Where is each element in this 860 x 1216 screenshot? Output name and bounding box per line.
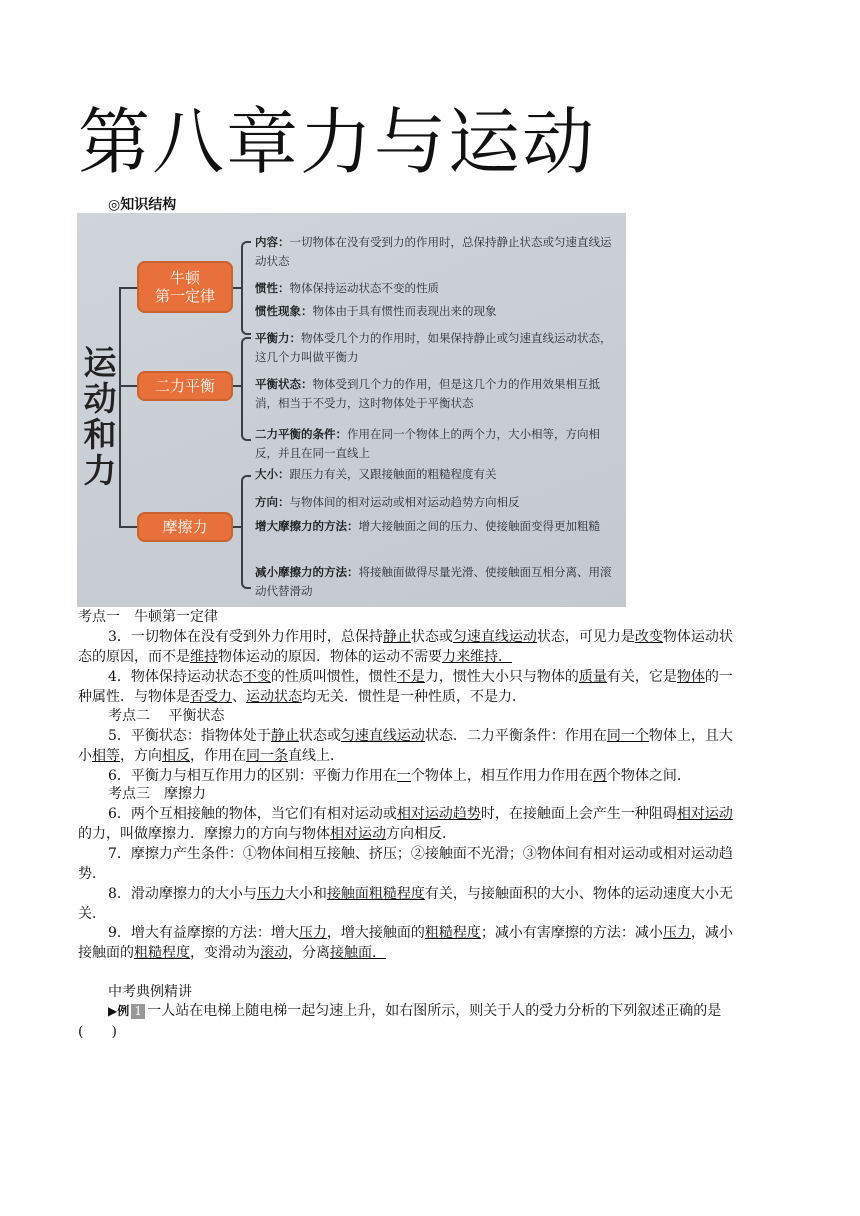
branch-connector	[119, 385, 137, 387]
item-4-line-1: 4．物体保持运动状态不变的性质叫惯性，惯性不是力，惯性大小只与物体的质量有关，它是物体的一	[108, 669, 733, 685]
section-heading-kp1: 考点一 牛顿第一定律	[78, 609, 218, 625]
item-4-line-2: 种属性．与物体是否受力、运动状态均无关．惯性是一种性质，不是力．	[78, 689, 526, 705]
item-3-line-1: 3．一切物体在没有受到外力作用时，总保持静止状态或匀速直线运动状态，可见力是改变物体运动状	[108, 629, 733, 645]
branch-brace	[241, 337, 251, 441]
mindmap-item: 平衡状态：物体受到几个力的作用，但是这几个力的作用效果相互抵消，相当于不受力，这时物体处于平衡状态	[255, 377, 600, 410]
example-answer-blank: ( )	[78, 1024, 117, 1040]
example-marker: ▶例	[108, 1004, 130, 1018]
section-heading-kp2: 考点二 平衡状态	[108, 708, 225, 724]
item-5-line-2: 小相等，方向相反，作用在同一条直线上．	[78, 748, 344, 764]
branch-two-force-balance: 二力平衡	[137, 371, 233, 401]
branch-connector	[119, 287, 137, 289]
item-5-line-1: 5．平衡状态：指物体处于静止状态或匀速直线运动状态．二力平衡条件：作用在同一个物体上，且大	[108, 728, 733, 744]
branch-brace	[241, 475, 251, 589]
item-6: 6．平衡力与相互作用力的区别：平衡力作用在一个物体上，相互作用力作用在两个物体之间．	[108, 768, 691, 784]
mindmap-root: 运 动 和 力	[83, 343, 117, 490]
mindmap-item: 方向：与物体间的相对运动或相对运动趋势方向相反	[255, 495, 520, 509]
example-1-line-1: ▶例 1 一人站在电梯上随电梯一起匀速上升，如右图所示，则关于人的受力分析的下列叙述正确的是	[108, 1003, 722, 1019]
example-number-badge: 1	[131, 1004, 145, 1019]
mindmap-item: 平衡力：物体受几个力的作用时，如果保持静止或匀速直线运动状态，这几个力叫做平衡力	[255, 331, 612, 364]
branch-newton-first-law: 牛顿 第一定律	[137, 261, 233, 313]
item-7-line-2: 势．	[78, 866, 106, 882]
item-3-line-2: 态的原因，而不是维持物体运动的原因．物体的运动不需要力来维持．	[78, 649, 512, 665]
mindmap-item: 惯性：物体保持运动状态不变的性质	[255, 281, 439, 295]
mindmap-item: 减小摩擦力的方法：将接触面做得尽量光滑、使接触面互相分离、用滚动代替滑动	[255, 565, 612, 598]
item-9-line-2: 接触面的粗糙程度，变滑动为滚动，分离接触面．	[78, 945, 386, 961]
mindmap-item: 二力平衡的条件：作用在同一个物体上的两个力，大小相等，方向相反，并且在同一直线上	[255, 427, 600, 460]
item-6b-line-2: 的力，叫做摩擦力．摩擦力的方向与物体相对运动方向相反．	[78, 826, 456, 842]
item-8-line-1: 8．滑动摩擦力的大小与压力大小和接触面粗糙程度有关，与接触面积的大小、物体的运动速度大小无	[108, 886, 733, 902]
section-heading-exam: 中考典例精讲	[108, 984, 192, 1000]
branch-brace	[241, 241, 251, 335]
item-6b-line-1: 6．两个互相接触的物体，当它们有相对运动或相对运动趋势时，在接触面上会产生一种阻碍相对运动	[108, 806, 733, 822]
mindmap-trunk-line	[119, 287, 121, 527]
mindmap-item: 大小：跟压力有关，又跟接触面的粗糙程度有关	[255, 467, 497, 481]
mindmap-item: 内容：一切物体在没有受到力的作用时，总保持静止状态或匀速直线运动状态	[255, 235, 612, 268]
branch-connector	[119, 526, 137, 528]
mindmap-item: 增大摩擦力的方法：增大接触面之间的压力、使接触面变得更加粗糙	[255, 519, 600, 533]
knowledge-structure-mindmap	[77, 213, 626, 607]
branch-friction: 摩擦力	[137, 512, 233, 542]
mindmap-item: 惯性现象：物体由于具有惯性而表现出来的现象	[255, 304, 497, 318]
item-7-line-1: 7．摩擦力产生条件：①物体间相互接触、挤压；②接触面不光滑；③物体间有相对运动或相对运动趋	[108, 846, 733, 862]
item-8-line-2: 关．	[78, 906, 106, 922]
section-heading-kp3: 考点三 摩擦力	[108, 786, 206, 802]
knowledge-structure-label: ◎知识结构	[108, 197, 177, 213]
chapter-title: 第八章力与运动	[78, 100, 597, 184]
item-9-line-1: 9．增大有益摩擦的方法：增大压力，增大接触面的粗糙程度；减小有害摩擦的方法：减小压力，减小	[108, 925, 733, 941]
